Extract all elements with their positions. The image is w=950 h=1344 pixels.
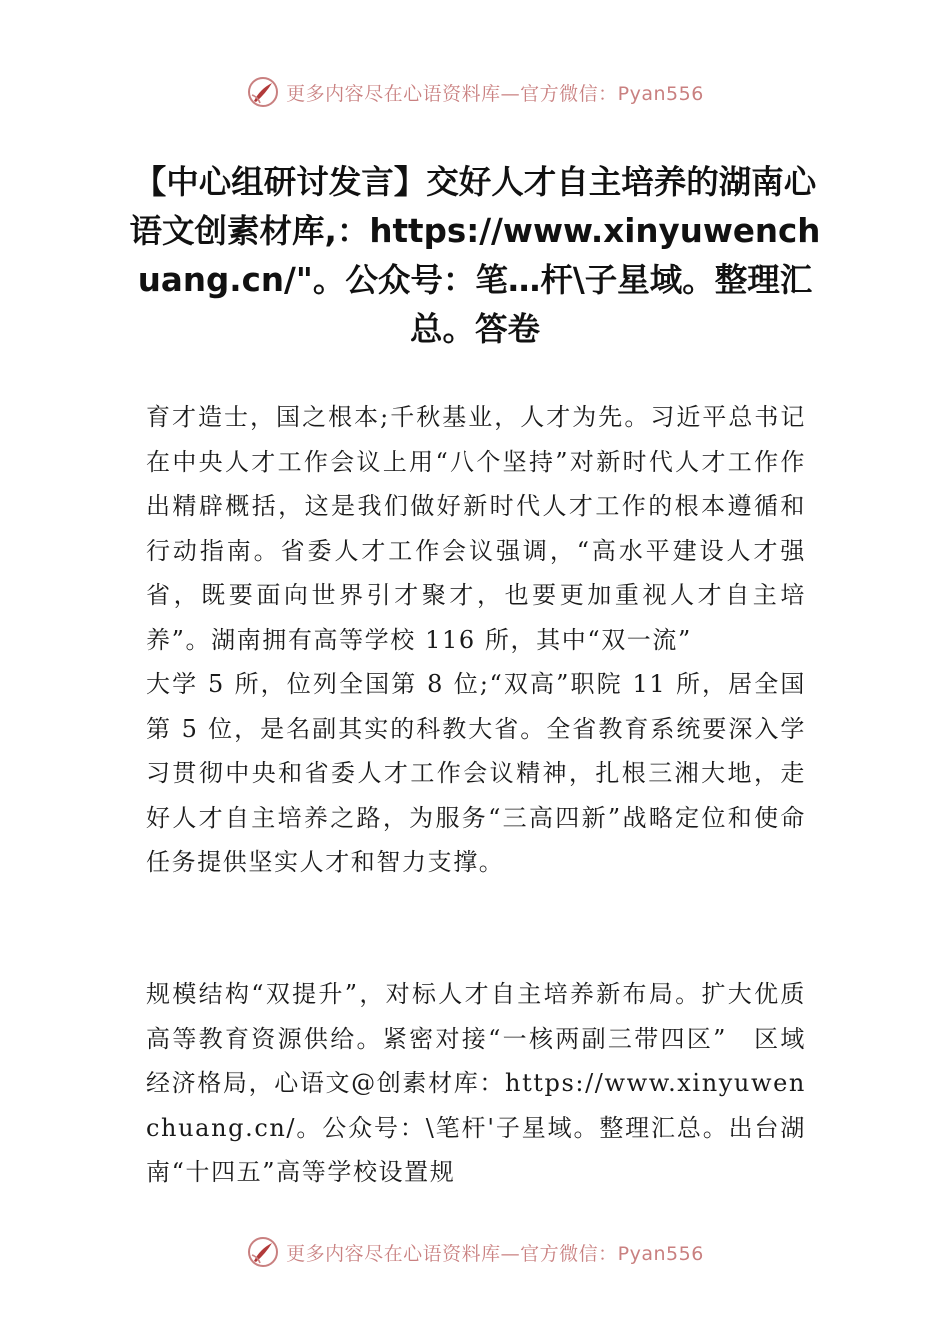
wechat-id: Pyan556	[617, 82, 704, 105]
brand-logo-icon	[246, 1235, 280, 1269]
header-banner-text: 更多内容尽在心语资料库—官方微信：Pyan556	[286, 82, 704, 105]
body-section-2	[146, 972, 806, 1195]
paragraph: 规模结构“双提升”，对标人才自主培养新布局。扩大优质高等教育资源供给。紧密对接“一核两副三带四区” 区域经济格局，心语文@创素材库：https://www.xinyuwenchuang.cn/。公众号：\笔杆'子星域。整理汇总。出台湖南“十四五”高等学校设置规	[146, 980, 806, 1186]
paragraph: 育才造士，国之根本;千秋基业，人才为先。习近平总书记在中央人才工作会议上用“八个坚持”对新时代人才工作作出精辟概括，这是我们做好新时代人才工作的根本遵循和行动指南。省委人才工作会议强调，“高水平建设人才强省，既要面向世界引才聚才，也要更加重视人才自主培养”。湖南拥有高等学校 116 所，其中“双一流”	[146, 403, 806, 654]
body-section-1	[146, 395, 806, 885]
paragraph: 大学 5 所，位列全国第 8 位;“双高”职院 11 所，居全国第 5 位，是名副其实的科教大省。全省教育系统要深入学习贯彻中央和省委人才工作会议精神，扎根三湘大地，走好人才自主培养之路，为服务“三高四新”战略定位和使命任务提供坚实人才和智力支撑。	[146, 670, 806, 876]
footer-banner-text: 更多内容尽在心语资料库—官方微信：Pyan556	[286, 1242, 704, 1265]
header-banner	[0, 70, 950, 114]
footer-banner	[0, 1230, 950, 1274]
wechat-id: Pyan556	[617, 1242, 704, 1265]
document-title: 【中心组研讨发言】交好人才自主培养的湖南心语文创素材库,：https://www.xinyuwenchuang.cn/"。公众号：笔…杆\子星域。整理汇总。答卷	[129, 163, 821, 348]
brand-logo-icon	[246, 75, 280, 109]
